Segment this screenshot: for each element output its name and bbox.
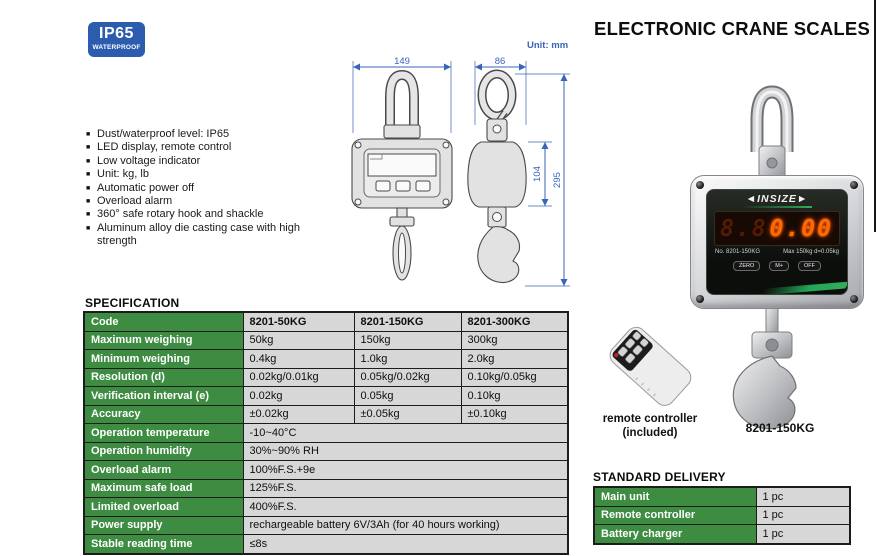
screw-icon [850,295,858,303]
spec-value: 30%~90% RH [243,442,568,461]
table-row [594,525,850,544]
dim-body-height-label: 104 [532,166,543,182]
bullet-square-icon: ■ [86,131,91,138]
shackle-icon [757,92,787,180]
remote-caption-line1: remote controller [602,413,698,425]
technical-drawing [340,55,580,305]
crane-scale-body [690,175,864,309]
bullet-square-icon: ■ [86,211,91,219]
brand-logo: ◄INSIZE► [745,193,809,205]
feature-item [86,208,304,221]
spec-value: 0.4kg [243,350,354,369]
device-button: OFF [798,261,821,271]
table-row [84,535,568,554]
device-buttons [707,261,847,271]
table-row [84,442,568,461]
feature-text: Overload alarm [97,195,173,208]
spec-label: Verification interval (e) [84,387,243,406]
spec-value: 0.10kg [461,387,568,406]
spec-value: 400%F.S. [243,498,568,517]
feature-item [86,222,304,249]
table-row [594,487,850,506]
spec-value: 0.10kg/0.05kg [461,368,568,387]
logo-underline [742,206,812,208]
screw-icon [696,181,704,189]
spec-label: Stable reading time [84,535,243,554]
feature-text: Low voltage indicator [97,154,201,167]
delivery-item-label: Battery charger [594,525,756,544]
bullet-square-icon: ■ [86,171,91,179]
spec-value: 50kg [243,331,354,350]
spec-label: Maximum weighing [84,331,243,350]
unit-note: Unit: mm [527,40,569,51]
spec-label: Accuracy [84,405,243,424]
spec-table-body [84,312,568,554]
spec-label: Minimum weighing [84,350,243,369]
bullet-square-icon: ■ [86,198,91,206]
spec-label: Power supply [84,516,243,535]
spec-label: Limited overload [84,498,243,517]
spec-value: 100%F.S.+9e [243,461,568,480]
spec-value: 8201-50KG [243,312,354,331]
spec-value: 0.02kg [243,387,354,406]
spec-value: 2.0kg [461,350,568,369]
spec-value: ±0.02kg [243,405,354,424]
bullet-square-icon: ■ [86,157,91,165]
feature-item [86,182,304,195]
spec-value: ±0.05kg [354,405,461,424]
page-title: ELECTRONIC CRANE SCALES [594,18,870,39]
delivery-item-qty: 1 pc [756,525,850,544]
bullet-square-icon: ■ [86,184,91,192]
spec-label: Overload alarm [84,461,243,480]
spec-label: Resolution (d) [84,368,243,387]
delivery-item-qty: 1 pc [756,487,850,506]
table-row [84,331,568,350]
bullet-square-icon: ■ [86,144,91,152]
table-row [84,350,568,369]
table-row [84,312,568,331]
spec-value: 125%F.S. [243,479,568,498]
remote-controller [606,323,695,409]
features-list [86,128,304,249]
spec-value: 8201-300KG [461,312,568,331]
screw-icon [850,181,858,189]
delivery-item-qty: 1 pc [756,506,850,525]
hook-icon [733,304,796,429]
dim-total-height-label: 295 [552,172,563,188]
display-panel [706,189,848,295]
badge-rating: IP65 [99,25,134,42]
spec-value: 1.0kg [354,350,461,369]
dimension-104 [528,142,552,206]
side-view [468,74,526,283]
panel-capacity-text: Max 150kg d=0.05kg [783,249,839,255]
table-row [84,516,568,535]
spec-value: -10~40°C [243,424,568,443]
delivery-table-body [594,487,850,544]
device-button: M+ [769,261,789,271]
table-row [594,506,850,525]
spec-value: 0.05kg/0.02kg [354,368,461,387]
feature-item [86,168,304,181]
led-ghost-digits: 8.8 [720,215,768,242]
front-view [352,75,452,280]
table-row [84,424,568,443]
green-swoosh [761,282,848,295]
spec-value: 150kg [354,331,461,350]
table-row [84,405,568,424]
table-row [84,479,568,498]
badge-label: WATERPROOF [92,44,141,51]
led-value: 0.00 [769,215,833,242]
remote-caption-line2: (included) [622,427,678,439]
table-row [84,368,568,387]
ip65-waterproof-badge [88,22,145,57]
screw-icon [696,295,704,303]
standard-delivery-table [593,486,851,545]
table-row [84,461,568,480]
delivery-item-label: Main unit [594,487,756,506]
bullet-square-icon: ■ [86,224,91,232]
dim-side-width-label: 86 [494,56,506,67]
spec-value: 300kg [461,331,568,350]
spec-label: Operation temperature [84,424,243,443]
spec-value: rechargeable battery 6V/3Ah (for 40 hours working) [243,516,568,535]
spec-value: 8201-150KG [354,312,461,331]
led-display [714,211,840,246]
spec-value: ≤8s [243,535,568,554]
dimension-149 [353,56,451,133]
feature-text: 360° safe rotary hook and shackle [97,208,264,221]
spec-label: Code [84,312,243,331]
remote-caption [588,412,712,440]
specification-heading: SPECIFICATION [85,296,180,310]
spec-label: Operation humidity [84,442,243,461]
spec-value: 0.02kg/0.01kg [243,368,354,387]
feature-text: Unit: kg, lb [97,168,149,181]
delivery-item-label: Remote controller [594,506,756,525]
feature-item [86,155,304,168]
spec-value: 0.05kg [354,387,461,406]
feature-text: LED display, remote control [97,141,232,154]
model-caption: 8201-150KG [745,421,815,435]
table-row [84,498,568,517]
feature-item [86,195,304,208]
spec-value: ±0.10kg [461,405,568,424]
feature-text: Dust/waterproof level: IP65 [97,128,230,140]
specification-table [83,311,569,555]
dim-front-width-label: 149 [394,56,410,67]
device-button: ZERO [733,261,760,271]
table-row [84,387,568,406]
spec-label: Maximum safe load [84,479,243,498]
feature-text: Automatic power off [97,181,195,194]
standard-delivery-heading: STANDARD DELIVERY [593,470,726,484]
feature-text: Aluminum alloy die casting case with high strength [97,221,300,248]
feature-item [86,128,304,141]
feature-item [86,141,304,154]
panel-model-text: No. 8201-150KG [715,249,761,255]
